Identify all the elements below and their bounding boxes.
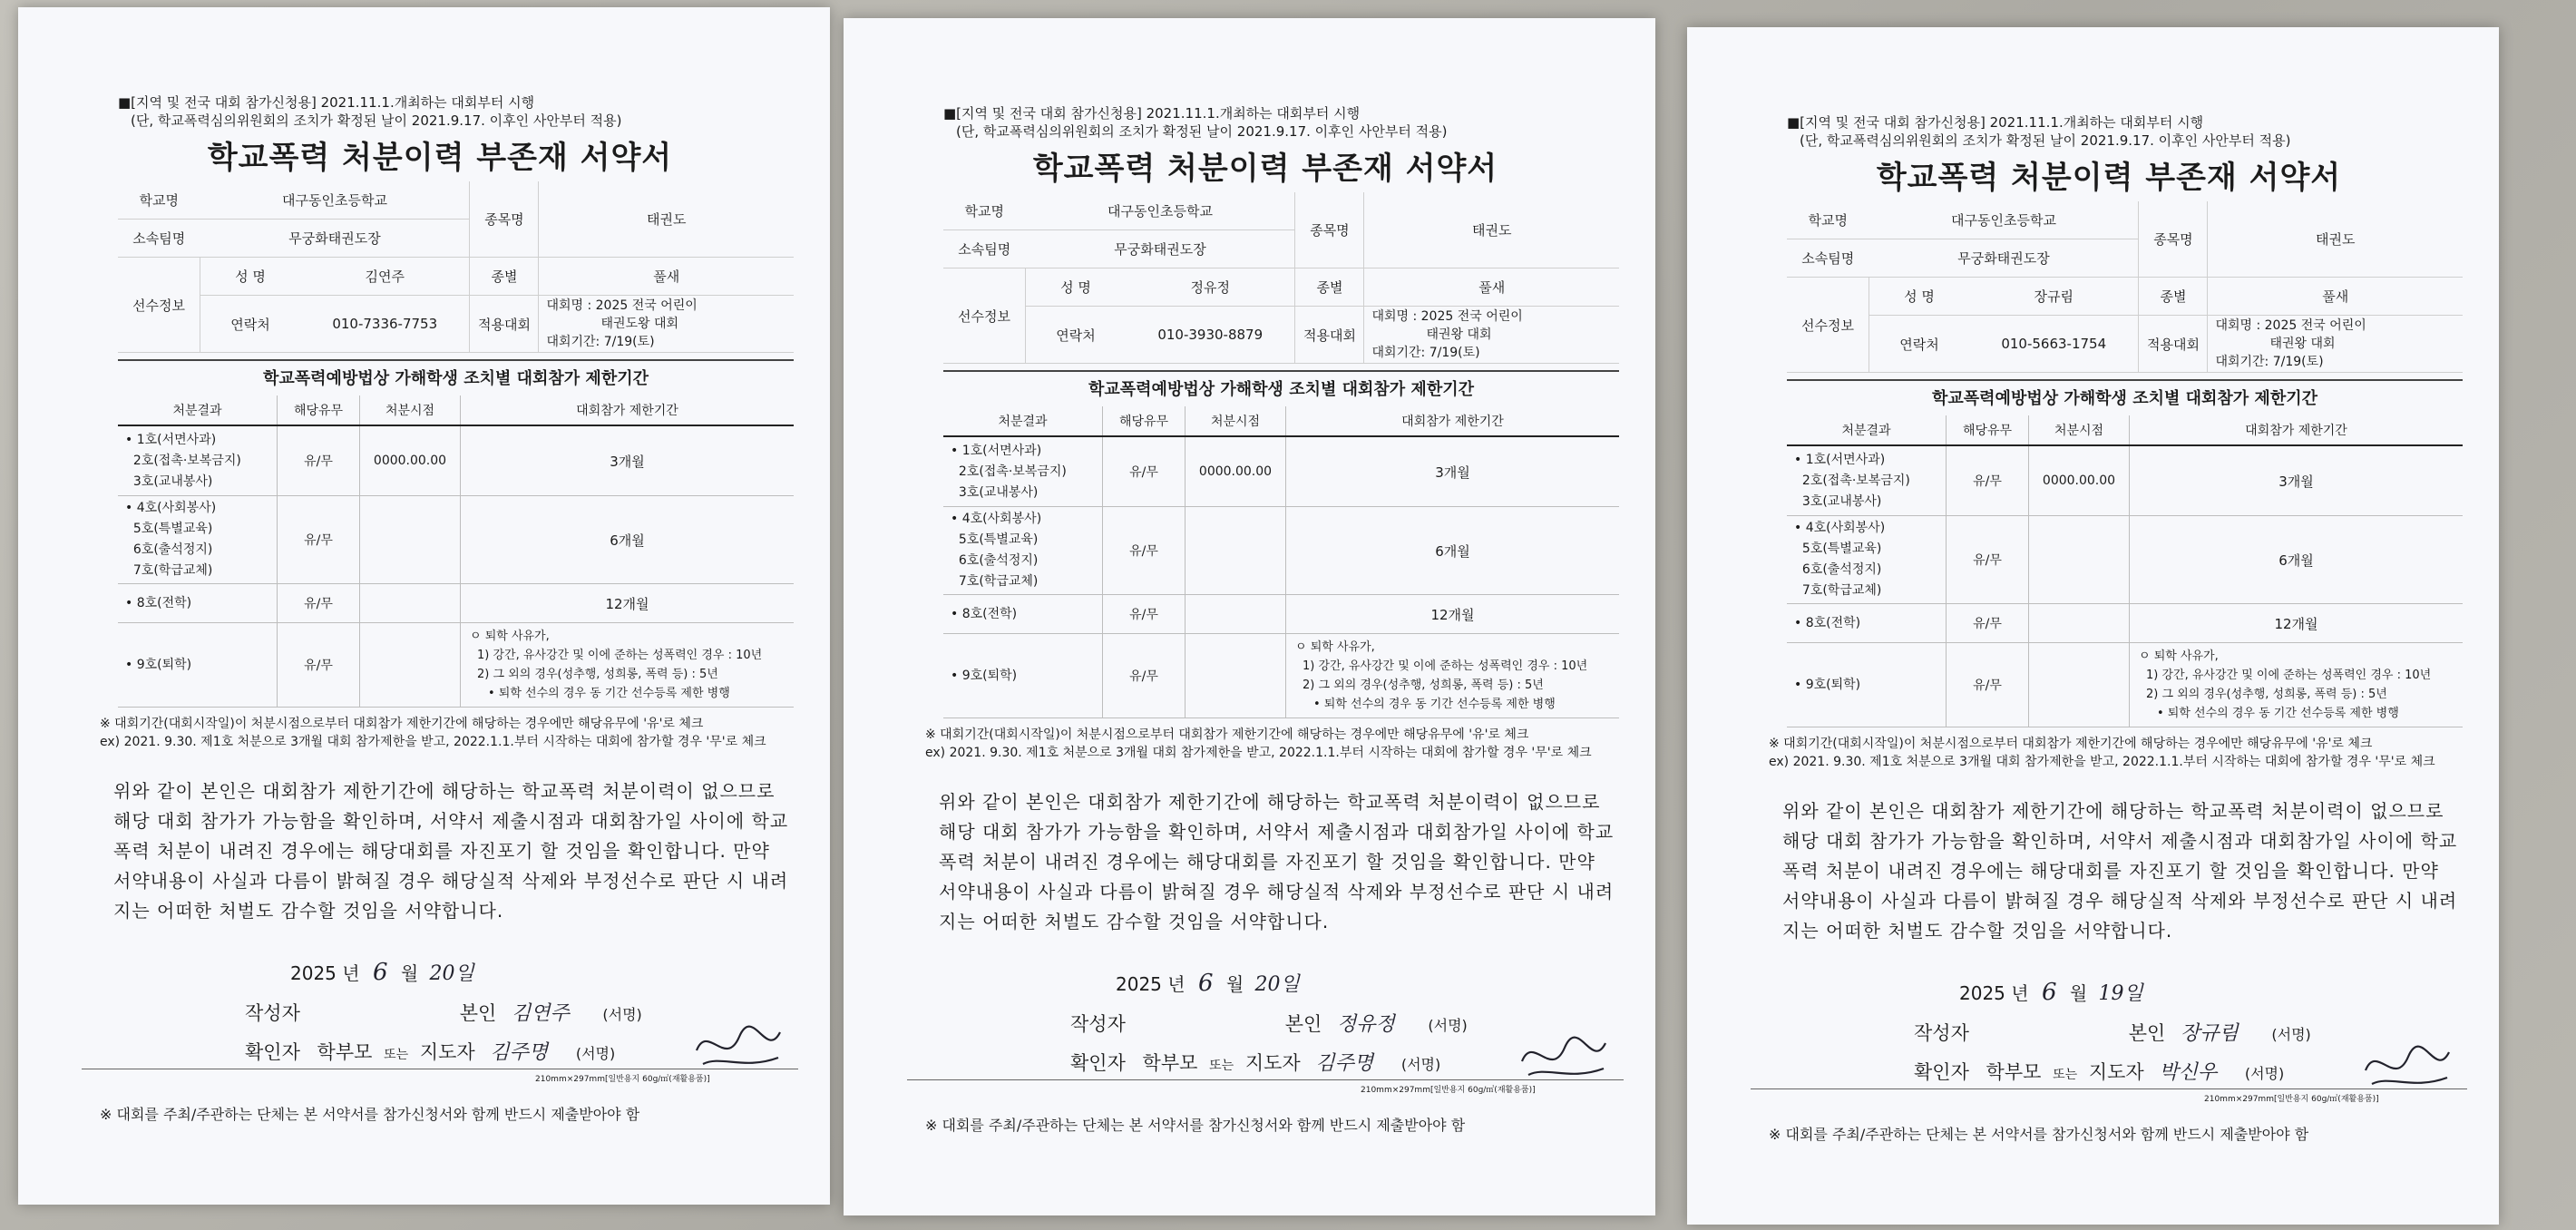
expulsion-notes <box>1286 634 1620 718</box>
measure-items: • 4호(사회봉사) 5호(특별교육) 6호(출석정지) 7호(학급교체) <box>943 507 1103 595</box>
coach-signature: 김주명 <box>1315 1052 1374 1075</box>
player-info-label: 선수정보 <box>943 268 1026 364</box>
event-value: 태권도 <box>1364 192 1619 268</box>
applicable-checkbox[interactable]: 유/무 <box>1103 634 1186 718</box>
measure-items: • 9호(퇴학) <box>1787 643 1947 727</box>
pledge-paragraph: 위와 같이 본인은 대회참가 제한기간에 해당하는 학교폭력 처분이력이 없으므로 해당 대회 참가가 가능함을 확인하며, 서약서 제출시점과 대회참가일 사이에 학교폭력 처분이 내려진 경우에는 해당대회를 자진포기 할 것임을 확인합니다. 만약 서약내용이 사실과 다름이 밝혀질 경우 해당실적 삭제와 부정선수로 판단 시 내려지는 어떠한 처벌도 감수할 것임을 서약합니다. <box>1782 800 2458 942</box>
col-header-date: 처분시점 <box>360 395 461 425</box>
school-label: 학교명 <box>118 181 200 220</box>
date-year: 2025 년 <box>1116 973 1186 995</box>
restriction-period: 12개월 <box>2130 604 2464 643</box>
grade-label: 종별 <box>2139 278 2208 316</box>
name-label: 성 명 <box>1869 278 1970 316</box>
applicable-checkbox[interactable]: 유/무 <box>278 496 360 584</box>
competition-name-cont: 태권왕 대회 <box>1426 327 1492 342</box>
col-header-result: 처분결과 <box>118 395 278 425</box>
competition-label: 적용대회 <box>1295 307 1364 364</box>
school-label: 학교명 <box>943 192 1026 230</box>
document-title: 학교폭력 처분이력 부존재 서약서 <box>1876 160 2342 196</box>
section-title: 학교폭력예방법상 가해학생 조치별 대회참가 제한기간 <box>1932 389 2317 408</box>
competition-value <box>2208 316 2463 373</box>
measure-items: • 9호(퇴학) <box>943 634 1103 718</box>
note-line: 2) 그 외의 경우(성추행, 성희롱, 폭력 등) : 5년 <box>1303 678 1544 692</box>
col-header-period: 대회참가 제한기간 <box>1286 406 1620 436</box>
pledge-sheet-1 <box>18 7 830 1205</box>
disposition-date <box>2029 643 2130 727</box>
restriction-period: 3개월 <box>2130 445 2464 516</box>
signing-date <box>1116 969 1300 997</box>
player-info-label: 선수정보 <box>118 258 200 353</box>
date-month-handwritten: 6 <box>1197 970 1214 997</box>
restriction-table <box>1787 415 2463 727</box>
contact-label: 연락처 <box>200 296 301 353</box>
school-value: 대구동인초등학교 <box>200 181 470 220</box>
table-header-row <box>118 395 794 425</box>
competition-value <box>1364 307 1619 364</box>
footer-rule <box>907 1079 1624 1080</box>
submission-note: ※ 대회를 주최/주관하는 단체는 본 서약서를 참가신청서와 함께 반드시 제출받아야 함 <box>925 1117 1466 1134</box>
header-line-1: ■[지역 및 전국 대회 참가신청용] 2021.11.1.개최하는 대회부터 시행 <box>1787 114 2204 131</box>
confirmer-label: 확인자 <box>1914 1061 1969 1083</box>
applicable-checkbox[interactable]: 유/무 <box>1947 516 2029 604</box>
col-header-applicable: 해당유무 <box>1103 406 1186 436</box>
self-signature: 김연주 <box>511 1002 570 1025</box>
table-row <box>943 634 1619 718</box>
coach-label: 지도자 <box>2088 1061 2144 1083</box>
pledge-paragraph: 위와 같이 본인은 대회참가 제한기간에 해당하는 학교폭력 처분이력이 없으므로 해당 대회 참가가 가능함을 확인하며, 서약서 제출시점과 대회참가일 사이에 학교폭력 처분이 내려진 경우에는 해당대회를 자진포기 할 것임을 확인합니다. 만약 서약내용이 사실과 다름이 밝혀질 경우 해당실적 삭제와 부정선수로 판단 시 내려지는 어떠한 처벌도 감수할 것임을 서약합니다. <box>939 791 1615 932</box>
applicable-checkbox[interactable]: 유/무 <box>278 425 360 496</box>
confirmer-label: 확인자 <box>1070 1052 1126 1074</box>
name-label: 성 명 <box>200 258 301 296</box>
date-day-handwritten: 20일 <box>429 962 474 985</box>
header-line-2: (단, 학교폭력심의위원회의 조치가 확정된 날이 2021.9.17. 이후인 사안부터 적용) <box>956 123 1448 140</box>
confirmer-label: 확인자 <box>245 1041 300 1063</box>
name-value: 장규림 <box>1969 278 2139 316</box>
team-value: 무궁화태권도장 <box>1869 239 2139 278</box>
col-header-result: 처분결과 <box>943 406 1103 436</box>
table-row <box>1787 604 2463 643</box>
disposition-date <box>2029 604 2130 643</box>
measure-items: • 1호(서면사과) 2호(접촉·보복금지) 3호(교내봉사) <box>1787 445 1947 516</box>
player-info-label: 선수정보 <box>1787 278 1869 373</box>
col-header-applicable: 해당유무 <box>1947 415 2029 445</box>
footnote-1: ※ 대회기간(대회시작일)이 처분시점으로부터 대회참가 제한기간에 해당하는 경우에만 해당유무에 '유'로 체크 <box>100 717 704 731</box>
event-label: 종목명 <box>2139 201 2208 278</box>
pledge-paragraph: 위와 같이 본인은 대회참가 제한기간에 해당하는 학교폭력 처분이력이 없으므로 해당 대회 참가가 가능함을 확인하며, 서약서 제출시점과 대회참가일 사이에 학교폭력 처분이 내려진 경우에는 해당대회를 자진포기 할 것임을 확인합니다. 만약 서약내용이 사실과 다름이 밝혀질 경우 해당실적 삭제와 부정선수로 판단 시 내려지는 어떠한 처벌도 감수할 것임을 서약합니다. <box>113 780 789 922</box>
signing-date <box>290 958 474 986</box>
paper-spec: 210mm×297mm[일반용지 60g/㎡(재활용품)] <box>2204 1095 2379 1104</box>
header-line-1: ■[지역 및 전국 대회 참가신청용] 2021.11.1.개최하는 대회부터 시행 <box>943 105 1361 122</box>
confirmer-line <box>1070 1048 1440 1076</box>
footnote-2: ex) 2021. 9.30. 제1호 처분으로 3개월 대회 참가제한을 받고, 2022.1.1.부터 시작하는 대회에 참가할 경우 '무'로 체크 <box>100 735 766 749</box>
note-line: ㅇ 퇴학 사유가, <box>2139 649 2219 663</box>
contact-label: 연락처 <box>1869 316 1970 373</box>
name-value: 김연주 <box>300 258 470 296</box>
note-line: • 퇴학 선수의 경우 동 기간 선수등록 제한 병행 <box>2157 707 2399 720</box>
note-line: 2) 그 외의 경우(성추행, 성희롱, 폭력 등) : 5년 <box>477 668 718 681</box>
footnotes <box>925 726 1624 762</box>
disposition-date: 0000.00.00 <box>1186 436 1286 507</box>
expulsion-notes <box>461 623 795 708</box>
contact-value: 010-5663-1754 <box>1969 316 2139 373</box>
footnote-1: ※ 대회기간(대회시작일)이 처분시점으로부터 대회참가 제한기간에 해당하는 경우에만 해당유무에 '유'로 체크 <box>925 727 1529 742</box>
table-row <box>1787 643 2463 727</box>
col-header-period: 대회참가 제한기간 <box>461 395 795 425</box>
col-header-period: 대회참가 제한기간 <box>2130 415 2464 445</box>
coach-label: 지도자 <box>419 1041 475 1063</box>
table-row <box>1787 516 2463 604</box>
document-title: 학교폭력 처분이력 부존재 서약서 <box>1032 151 1498 187</box>
section-title: 학교폭력예방법상 가해학생 조치별 대회참가 제한기간 <box>1088 380 1474 399</box>
pledge-sheet-3 <box>1687 27 2499 1225</box>
signing-date <box>1959 978 2143 1006</box>
event-label: 종목명 <box>1295 192 1364 268</box>
note-line: 1) 강간, 유사강간 및 이에 준하는 성폭력인 경우 : 10년 <box>477 649 763 662</box>
table-row <box>943 595 1619 634</box>
note-line: 2) 그 외의 경우(성추행, 성희롱, 폭력 등) : 5년 <box>2146 688 2387 701</box>
restriction-table <box>943 406 1619 718</box>
measure-items: • 8호(전학) <box>943 595 1103 634</box>
sheet-content <box>1751 27 2467 1225</box>
disposition-date: 0000.00.00 <box>2029 445 2130 516</box>
section-divider <box>943 370 1619 372</box>
self-seal-label: (서명) <box>1428 1017 1468 1034</box>
measure-items: • 4호(사회봉사) 5호(특별교육) 6호(출석정지) 7호(학급교체) <box>118 496 278 584</box>
date-year: 2025 년 <box>290 962 360 984</box>
competition-name-cont: 태권도왕 대회 <box>600 317 679 331</box>
school-label: 학교명 <box>1787 201 1869 239</box>
table-row <box>1787 445 2463 516</box>
date-month-unit: 월 <box>1225 973 1244 995</box>
date-year: 2025 년 <box>1959 982 2029 1004</box>
footnotes <box>100 715 798 751</box>
applicable-checkbox[interactable]: 유/무 <box>1947 604 2029 643</box>
note-line: 1) 강간, 유사강간 및 이에 준하는 성폭력인 경우 : 10년 <box>1303 659 1588 673</box>
grade-value: 풀새 <box>539 258 794 296</box>
date-month-unit: 월 <box>400 962 419 984</box>
writer-label: 작성자 <box>1914 1022 1969 1044</box>
disposition-date: 0000.00.00 <box>360 425 461 496</box>
team-label: 소속팀명 <box>118 220 200 258</box>
disposition-date <box>1186 595 1286 634</box>
restriction-period: 12개월 <box>1286 595 1620 634</box>
writer-line <box>1914 1018 2311 1046</box>
competition-label: 적용대회 <box>2139 316 2208 373</box>
parent-label: 학부모 <box>1142 1052 1198 1074</box>
confirmer-line <box>245 1037 615 1065</box>
disposition-date <box>360 584 461 623</box>
restriction-table <box>118 395 794 708</box>
footnotes <box>1769 735 2467 771</box>
table-row <box>118 496 794 584</box>
coach-signature: 김주명 <box>490 1041 549 1064</box>
pledge-sheet-2 <box>844 18 1655 1215</box>
applicable-checkbox[interactable]: 유/무 <box>278 584 360 623</box>
name-label: 성 명 <box>1026 268 1127 307</box>
col-header-date: 처분시점 <box>1186 406 1286 436</box>
paper-spec: 210mm×297mm[일반용지 60g/㎡(재활용품)] <box>1361 1086 1536 1095</box>
competition-period: 대회기간: 7/19(토) <box>2215 355 2324 369</box>
self-seal-label: (서명) <box>602 1006 642 1023</box>
competition-label: 적용대회 <box>470 296 539 353</box>
coach-seal-label: (서명) <box>575 1045 616 1062</box>
date-day-handwritten: 19일 <box>2098 982 2143 1005</box>
sheet-content <box>907 18 1624 1215</box>
contact-label: 연락처 <box>1026 307 1127 364</box>
footnote-2: ex) 2021. 9.30. 제1호 처분으로 3개월 대회 참가제한을 받고, 2022.1.1.부터 시작하는 대회에 참가할 경우 '무'로 체크 <box>925 746 1592 760</box>
table-header-row <box>943 406 1619 436</box>
parent-label: 학부모 <box>317 1041 373 1063</box>
competition-name: 대회명 : 2025 전국 어린이 <box>1371 309 1523 324</box>
table-row <box>118 425 794 496</box>
team-label: 소속팀명 <box>1787 239 1869 278</box>
parent-label: 학부모 <box>1986 1061 2042 1083</box>
header-notice <box>118 93 621 130</box>
grade-value: 풀새 <box>2208 278 2463 316</box>
header-notice <box>1787 113 2290 150</box>
coach-seal-label: (서명) <box>1400 1056 1441 1073</box>
disposition-date <box>1186 634 1286 718</box>
footnote-1: ※ 대회기간(대회시작일)이 처분시점으로부터 대회참가 제한기간에 해당하는 경우에만 해당유무에 '유'로 체크 <box>1769 737 2373 751</box>
note-line: • 퇴학 선수의 경우 동 기간 선수등록 제한 병행 <box>1313 698 1556 711</box>
or-label: 또는 <box>1209 1059 1234 1073</box>
restriction-period: 6개월 <box>461 496 795 584</box>
team-value: 무궁화태권도장 <box>200 220 470 258</box>
measure-items: • 1호(서면사과) 2호(접촉·보복금지) 3호(교내봉사) <box>943 436 1103 507</box>
competition-name-cont: 태권왕 대회 <box>2269 337 2336 351</box>
info-table <box>943 192 1619 364</box>
team-label: 소속팀명 <box>943 230 1026 268</box>
contact-value: 010-3930-8879 <box>1126 307 1295 364</box>
disposition-date <box>1186 507 1286 595</box>
school-value: 대구동인초등학교 <box>1026 192 1295 230</box>
event-value: 태권도 <box>2208 201 2463 278</box>
measure-items: • 4호(사회봉사) 5호(특별교육) 6호(출석정지) 7호(학급교체) <box>1787 516 1947 604</box>
self-signature: 정유정 <box>1336 1013 1395 1036</box>
self-label: 본인 <box>459 1002 497 1024</box>
table-row <box>943 436 1619 507</box>
header-notice <box>943 104 1447 141</box>
section-title: 학교폭력예방법상 가해학생 조치별 대회참가 제한기간 <box>263 369 649 388</box>
footnote-2: ex) 2021. 9.30. 제1호 처분으로 3개월 대회 참가제한을 받고, 2022.1.1.부터 시작하는 대회에 참가할 경우 '무'로 체크 <box>1769 755 2435 769</box>
date-month-unit: 월 <box>2069 982 2088 1004</box>
writer-line <box>245 998 642 1026</box>
note-line: ㅇ 퇴학 사유가, <box>470 630 550 643</box>
table-header-row <box>1787 415 2463 445</box>
grade-label: 종별 <box>1295 268 1364 307</box>
expulsion-notes <box>2130 643 2464 727</box>
date-month-handwritten: 6 <box>372 959 388 986</box>
restriction-period: 3개월 <box>1286 436 1620 507</box>
event-label: 종목명 <box>470 181 539 258</box>
applicable-checkbox[interactable]: 유/무 <box>278 623 360 708</box>
or-label: 또는 <box>2053 1068 2078 1082</box>
applicable-checkbox[interactable]: 유/무 <box>1947 643 2029 727</box>
restriction-period: 12개월 <box>461 584 795 623</box>
writer-label: 작성자 <box>245 1002 300 1024</box>
measure-items: • 8호(전학) <box>1787 604 1947 643</box>
header-line-2: (단, 학교폭력심의위원회의 조치가 확정된 날이 2021.9.17. 이후인 사안부터 적용) <box>131 112 622 129</box>
self-label: 본인 <box>1284 1013 1322 1035</box>
writer-label: 작성자 <box>1070 1013 1126 1035</box>
writer-line <box>1070 1009 1468 1037</box>
applicable-checkbox[interactable]: 유/무 <box>1103 436 1186 507</box>
restriction-period: 3개월 <box>461 425 795 496</box>
disposition-date <box>360 623 461 708</box>
applicable-checkbox[interactable]: 유/무 <box>1103 507 1186 595</box>
measure-items: • 8호(전학) <box>118 584 278 623</box>
restriction-period: 6개월 <box>1286 507 1620 595</box>
competition-period: 대회기간: 7/19(토) <box>1371 346 1480 360</box>
section-divider <box>118 359 794 361</box>
coach-label: 지도자 <box>1244 1052 1301 1074</box>
confirmer-line <box>1914 1057 2284 1085</box>
date-day-handwritten: 20일 <box>1254 973 1300 996</box>
sheet-content <box>82 7 798 1205</box>
competition-period: 대회기간: 7/19(토) <box>546 335 655 349</box>
competition-value <box>539 296 794 353</box>
submission-note: ※ 대회를 주최/주관하는 단체는 본 서약서를 참가신청서와 함께 반드시 제출받아야 함 <box>1769 1126 2309 1143</box>
disposition-date <box>360 496 461 584</box>
disposition-date <box>2029 516 2130 604</box>
restriction-period: 6개월 <box>2130 516 2464 604</box>
col-header-applicable: 해당유무 <box>278 395 360 425</box>
col-header-result: 처분결과 <box>1787 415 1947 445</box>
date-month-handwritten: 6 <box>2041 979 2057 1006</box>
grade-value: 풀새 <box>1364 268 1619 307</box>
info-table <box>118 181 794 353</box>
coach-signature: 박신우 <box>2159 1061 2218 1084</box>
section-divider <box>1787 379 2463 381</box>
info-table <box>1787 201 2463 373</box>
header-line-2: (단, 학교폭력심의위원회의 조치가 확정된 날이 2021.9.17. 이후인 사안부터 적용) <box>1800 132 2291 149</box>
table-row <box>118 623 794 708</box>
contact-value: 010-7336-7753 <box>300 296 470 353</box>
table-row <box>943 507 1619 595</box>
name-value: 정유정 <box>1126 268 1295 307</box>
note-line: 1) 강간, 유사강간 및 이에 준하는 성폭력인 경우 : 10년 <box>2146 669 2432 682</box>
paper-spec: 210mm×297mm[일반용지 60g/㎡(재활용품)] <box>535 1075 710 1084</box>
applicable-checkbox[interactable]: 유/무 <box>1947 445 2029 516</box>
or-label: 또는 <box>384 1048 409 1062</box>
competition-name: 대회명 : 2025 전국 어린이 <box>546 298 698 313</box>
table-row <box>118 584 794 623</box>
self-seal-label: (서명) <box>2271 1026 2311 1043</box>
self-label: 본인 <box>2128 1022 2166 1044</box>
note-line: ㅇ 퇴학 사유가, <box>1295 640 1375 654</box>
team-value: 무궁화태권도장 <box>1026 230 1295 268</box>
event-value: 태권도 <box>539 181 794 258</box>
coach-seal-label: (서명) <box>2244 1065 2285 1082</box>
document-title: 학교폭력 처분이력 부존재 서약서 <box>207 140 673 176</box>
self-signature: 장규림 <box>2180 1022 2239 1045</box>
note-line: • 퇴학 선수의 경우 동 기간 선수등록 제한 병행 <box>488 687 730 700</box>
header-line-1: ■[지역 및 전국 대회 참가신청용] 2021.11.1.개최하는 대회부터 시행 <box>118 94 535 111</box>
applicable-checkbox[interactable]: 유/무 <box>1103 595 1186 634</box>
school-value: 대구동인초등학교 <box>1869 201 2139 239</box>
col-header-date: 처분시점 <box>2029 415 2130 445</box>
submission-note: ※ 대회를 주최/주관하는 단체는 본 서약서를 참가신청서와 함께 반드시 제출받아야 함 <box>100 1106 640 1123</box>
grade-label: 종별 <box>470 258 539 296</box>
competition-name: 대회명 : 2025 전국 어린이 <box>2215 318 2366 333</box>
footer-rule <box>1751 1088 2467 1089</box>
measure-items: • 9호(퇴학) <box>118 623 278 708</box>
measure-items: • 1호(서면사과) 2호(접촉·보복금지) 3호(교내봉사) <box>118 425 278 496</box>
